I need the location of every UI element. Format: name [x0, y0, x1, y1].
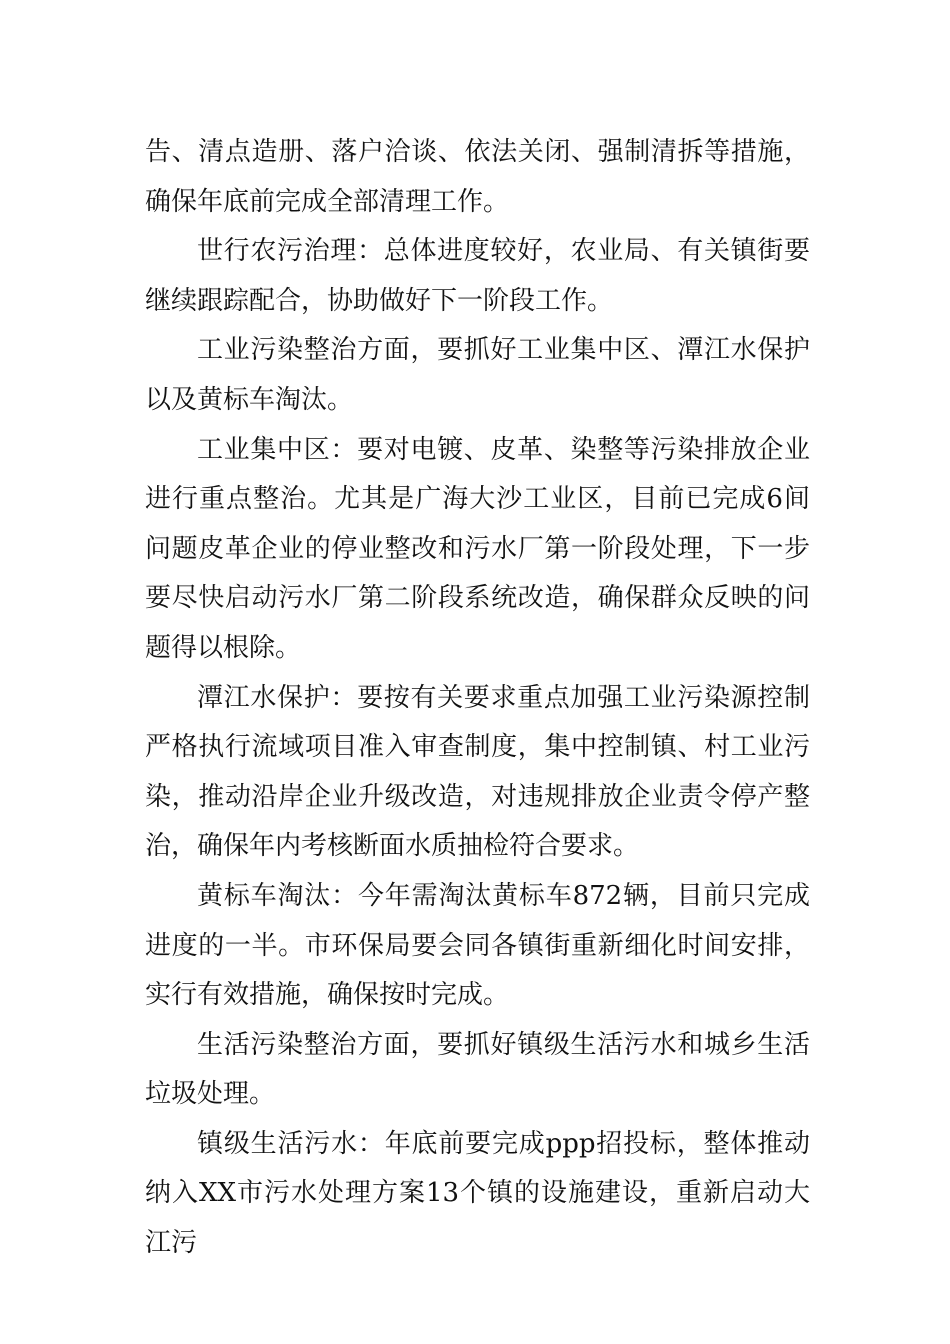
- paragraph-industrial-zone: 工业集中区：要对电镀、皮革、染整等污染排放企业进行重点整治。尤其是广海大沙工业区，目前已完成6间问题皮革企业的停业整改和污水厂第一阶段处理，下一步要尽快启动污水厂第二阶段系统改造，确保群众反映的问题得以根除。: [145, 434, 810, 663]
- paragraph-continuation: 告、清点造册、落户洽谈、依法关闭、强制清拆等措施，确保年底前完成全部清理工作。: [145, 137, 810, 217]
- paragraph-town-sewage: 镇级生活污水：年底前要完成ppp招投标，整体推动纳入XX市污水处理方案13个镇的设施建设，重新启动大江污: [145, 1128, 810, 1259]
- paragraph-industrial-pollution: 工业污染整治方面，要抓好工业集中区、潭江水保护以及黄标车淘汰。: [145, 335, 810, 415]
- paragraph-rural-sewage: 世行农污治理：总体进度较好，农业局、有关镇街要继续跟踪配合，协助做好下一阶段工作。: [145, 236, 810, 316]
- paragraph-tanjiang-river: 潭江水保护：要按有关要求重点加强工业污染源控制严格执行流域项目准入审查制度，集中控制镇、村工业污染，推动沿岸企业升级改造，对违规排放企业责令停产整治，确保年内考核断面水质抽检符合要求。: [145, 682, 810, 862]
- document-body: [145, 128, 810, 1269]
- paragraph-yellow-label-vehicles: 黄标车淘汰：今年需淘汰黄标车872辆，目前只完成进度的一半。市环保局要会同各镇街重新细化时间安排，实行有效措施，确保按时完成。: [145, 880, 810, 1011]
- paragraph-domestic-pollution: 生活污染整治方面，要抓好镇级生活污水和城乡生活垃圾处理。: [145, 1029, 810, 1110]
